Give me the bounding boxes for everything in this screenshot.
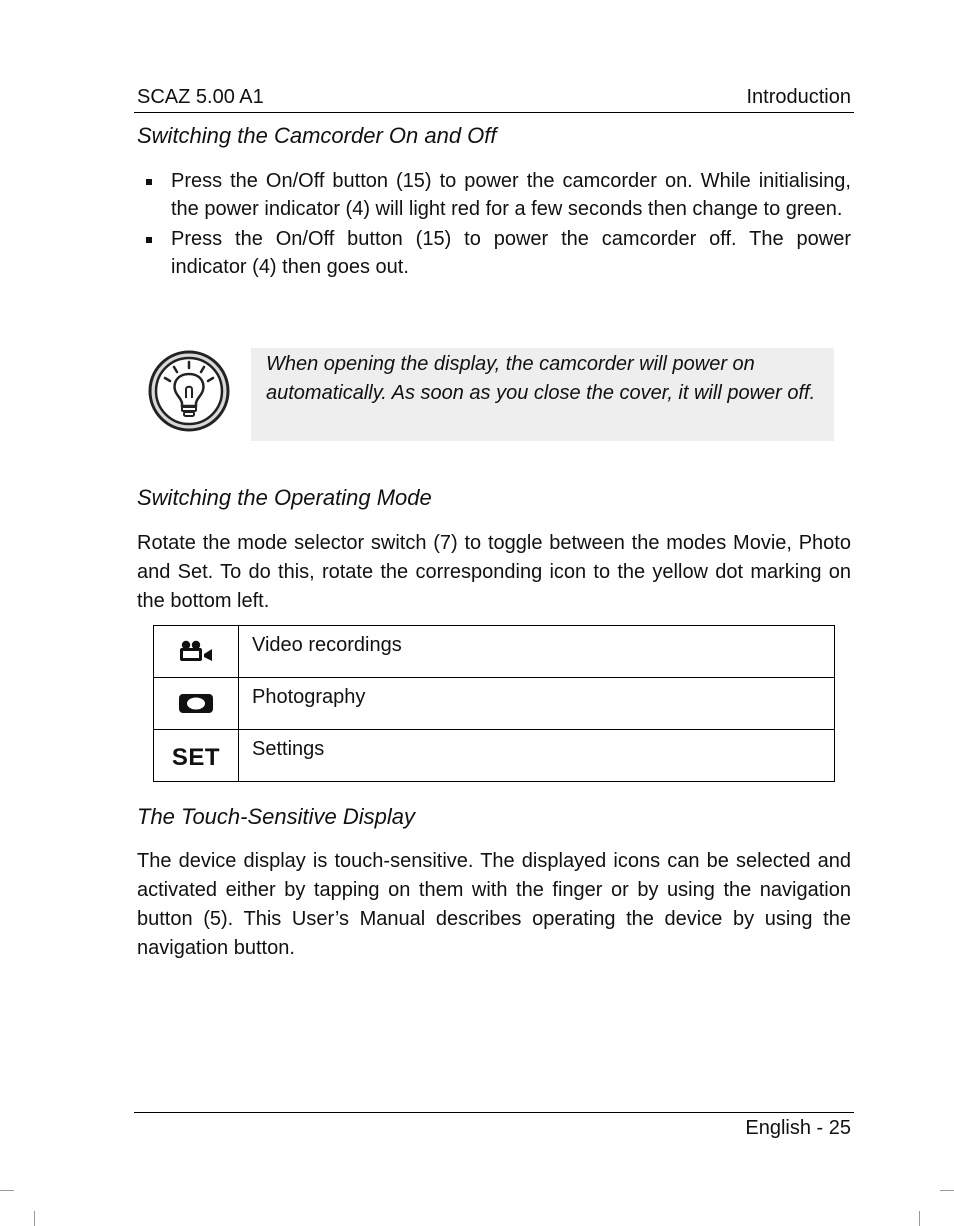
- footer-rule: [134, 1112, 854, 1113]
- crop-mark: [940, 1190, 954, 1191]
- table-row: [154, 626, 835, 678]
- bullet-square-icon: [146, 237, 152, 243]
- photo-camera-icon: [154, 678, 239, 730]
- video-camera-icon: [154, 626, 239, 678]
- header-rule: [134, 112, 854, 113]
- list-item: Press the On/Off button (15) to power the camcorder on. While initialising, the power indicator (4) will light red for a few seconds then change to green.: [137, 168, 851, 223]
- header-model: SCAZ 5.00 A1: [137, 86, 264, 108]
- modes-table: [153, 625, 835, 782]
- mode-label-photo: Photography: [239, 678, 835, 730]
- touch-display-paragraph: The device display is touch-sensitive. The displayed icons can be selected and activated either by tapping on them with the finger or by using the navigation button (5). This User’s Manual describes operating the device by using the navigation button.: [137, 850, 851, 959]
- header-section: Introduction: [746, 86, 851, 108]
- mode-label-settings: Settings: [239, 730, 835, 782]
- mode-label-video: Video recordings: [239, 626, 835, 678]
- table-row: [154, 678, 835, 730]
- section-title-touch-display: The Touch-Sensitive Display: [137, 804, 415, 829]
- page-number: English - 25: [745, 1117, 851, 1139]
- crop-mark: [0, 1190, 14, 1191]
- lightbulb-icon: [147, 349, 231, 433]
- table-row: [154, 730, 835, 782]
- operating-mode-paragraph: Rotate the mode selector switch (7) to toggle between the modes Movie, Photo and Set. To do this, rotate the corresponding icon to the yellow dot marking on the bottom left.: [137, 532, 851, 612]
- on-off-bullet-list: [137, 168, 851, 284]
- note-text: When opening the display, the camcorder will power on automatically. As soon as you close the cover, it will power off.: [266, 353, 816, 404]
- section-title-on-off: Switching the Camcorder On and Off: [137, 123, 497, 148]
- crop-mark: [34, 1211, 35, 1226]
- list-item: Press the On/Off button (15) to power the camcorder off. The power indicator (4) then goes out.: [137, 226, 851, 281]
- bullet-square-icon: [146, 179, 152, 185]
- crop-mark: [919, 1211, 920, 1226]
- set-icon: SET: [154, 730, 239, 782]
- section-title-operating-mode: Switching the Operating Mode: [137, 485, 432, 510]
